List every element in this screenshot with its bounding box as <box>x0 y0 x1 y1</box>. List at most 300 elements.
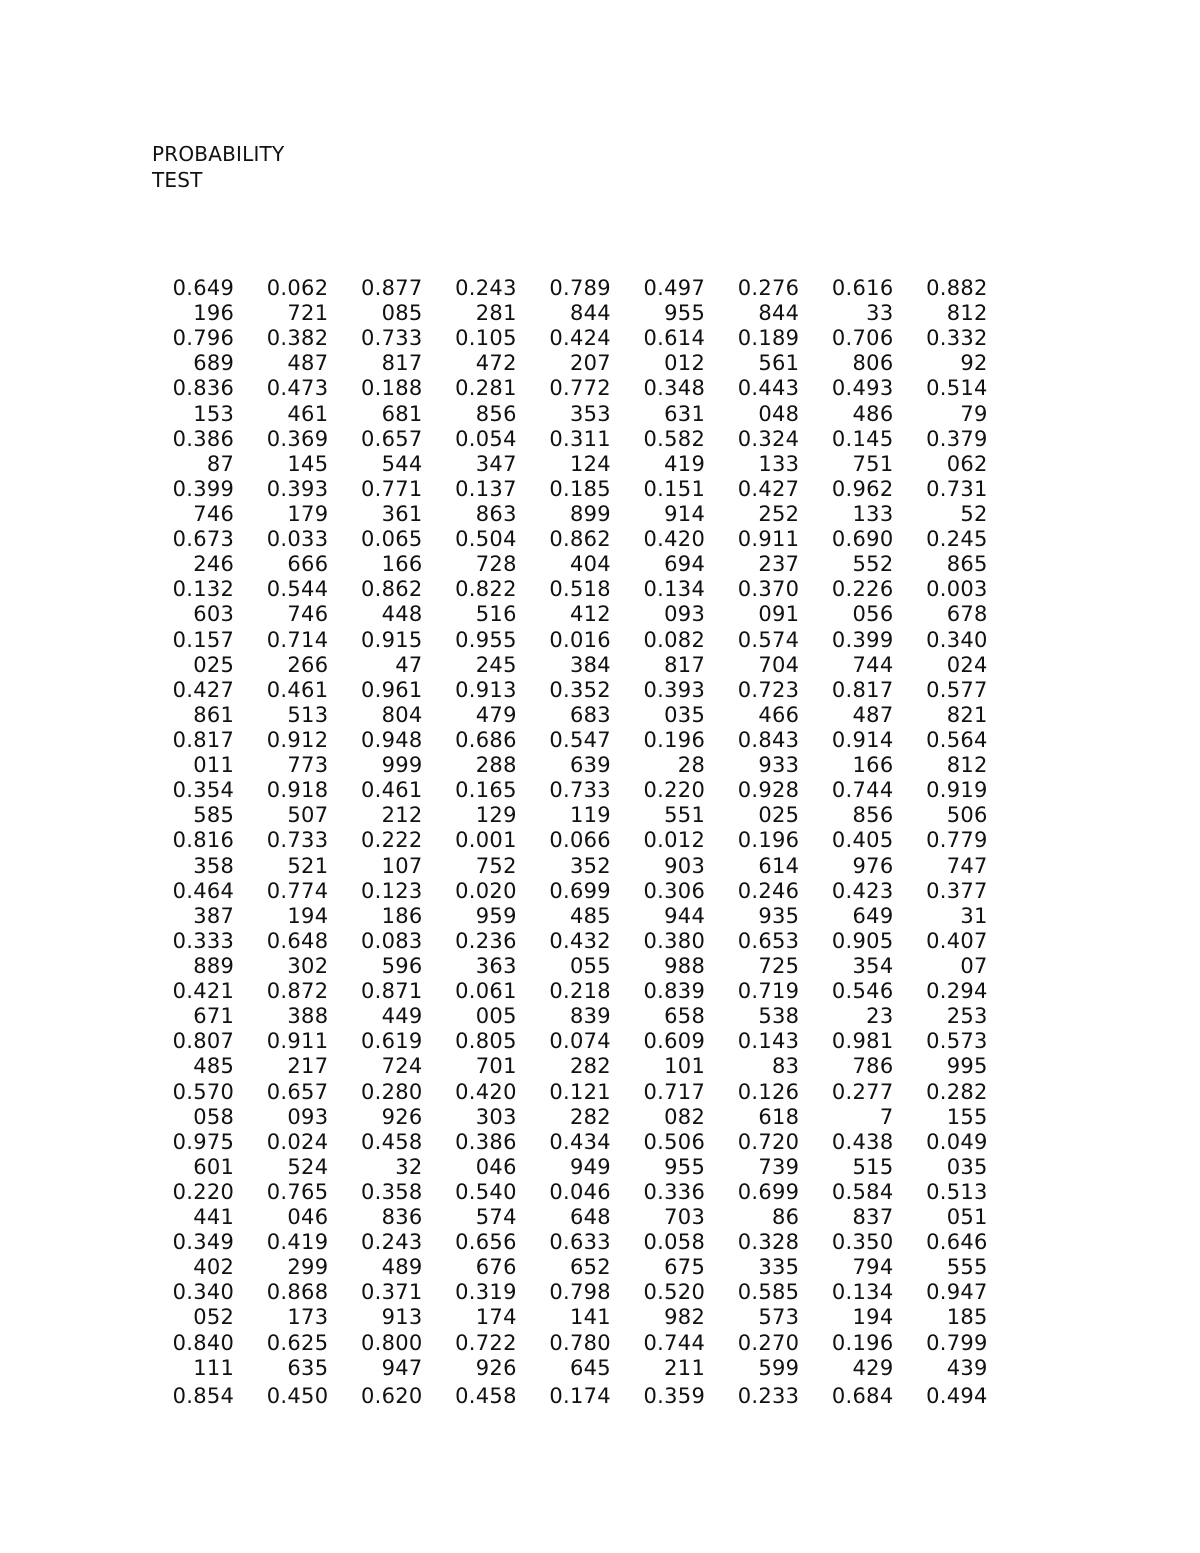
table-row <box>140 678 988 703</box>
table-cell: 252 <box>758 501 800 526</box>
table-cell: 999 <box>381 753 423 778</box>
table-cell: 0.137 <box>455 476 517 501</box>
table-cell: 0.719 <box>737 979 800 1004</box>
table-cell: 861 <box>193 702 235 727</box>
table-cell: 0.443 <box>737 376 800 401</box>
table-cell: 856 <box>852 803 894 828</box>
table-cell: 703 <box>664 1205 706 1230</box>
table-cell: 721 <box>287 301 329 326</box>
table-cell: 091 <box>758 602 800 627</box>
table-cell: 0.771 <box>360 476 423 501</box>
table-cell: 479 <box>475 702 517 727</box>
table-cell: 739 <box>758 1154 800 1179</box>
table-cell: 185 <box>946 1305 988 1330</box>
table-cell: 0.407 <box>926 928 988 953</box>
number-table <box>140 276 988 1409</box>
table-cell: 0.649 <box>172 276 235 300</box>
table-cell: 949 <box>569 1154 611 1179</box>
table-cell: 0.731 <box>926 476 988 501</box>
table-cell: 0.458 <box>360 1129 423 1154</box>
table-cell: 107 <box>381 853 423 878</box>
table-cell: 889 <box>193 953 235 978</box>
table-cell: 0.405 <box>831 828 894 853</box>
table-cell: 194 <box>287 903 329 928</box>
table-cell: 599 <box>758 1355 800 1380</box>
table-row <box>140 577 988 602</box>
table-cell: 0.328 <box>737 1230 800 1255</box>
table-cell: 402 <box>193 1255 235 1280</box>
table-row <box>140 326 988 351</box>
table-cell: 0.033 <box>266 527 329 552</box>
table-cell: 0.399 <box>172 476 235 501</box>
table-cell: 111 <box>193 1355 235 1380</box>
table-cell: 0.123 <box>360 878 423 903</box>
table-cell: 0.185 <box>549 476 611 501</box>
table-cell: 0.807 <box>172 1029 235 1054</box>
table-cell: 812 <box>946 301 988 326</box>
table-cell: 751 <box>852 451 894 476</box>
table-cell: 746 <box>287 602 329 627</box>
table-cell: 024 <box>946 652 988 677</box>
table-cell: 025 <box>758 803 800 828</box>
table-cell: 0.236 <box>455 928 517 953</box>
table-cell: 0.270 <box>737 1330 800 1355</box>
table-cell: 573 <box>758 1305 800 1330</box>
table-cell: 0.020 <box>455 878 517 903</box>
table-cell: 166 <box>381 552 423 577</box>
table-cell: 0.058 <box>643 1230 706 1255</box>
table-cell: 358 <box>193 853 235 878</box>
table-cell: 0.504 <box>455 527 517 552</box>
table-cell: 83 <box>771 1054 800 1079</box>
table-row <box>140 1230 988 1255</box>
page-title <box>152 141 284 193</box>
table-cell: 237 <box>758 552 800 577</box>
table-cell: 0.573 <box>926 1029 988 1054</box>
table-cell: 0.547 <box>549 727 611 752</box>
table-cell: 288 <box>475 753 517 778</box>
table-cell: 0.134 <box>831 1280 894 1305</box>
table-cell: 0.648 <box>266 928 329 953</box>
table-cell: 507 <box>287 803 329 828</box>
table-cell: 47 <box>395 652 423 677</box>
table-cell: 0.461 <box>266 677 329 702</box>
table-cell: 0.905 <box>831 928 894 953</box>
table-row <box>140 979 988 1004</box>
table-cell: 353 <box>569 401 611 426</box>
table-cell: 212 <box>381 803 423 828</box>
table-cell: 635 <box>287 1355 329 1380</box>
table-cell: 119 <box>569 803 611 828</box>
table-cell: 837 <box>852 1205 894 1230</box>
table-cell: 0.082 <box>643 627 706 652</box>
table-cell: 035 <box>664 702 706 727</box>
table-cell: 439 <box>946 1355 988 1380</box>
table-cell: 0.189 <box>737 326 800 351</box>
table-row <box>140 351 988 376</box>
table-cell: 863 <box>475 501 517 526</box>
table-cell: 384 <box>569 652 611 677</box>
table-cell: 0.625 <box>266 1330 329 1355</box>
table-cell: 0.243 <box>360 1230 423 1255</box>
table-cell: 0.633 <box>549 1230 611 1255</box>
table-cell: 0.083 <box>360 928 423 953</box>
table-cell: 347 <box>475 451 517 476</box>
table-cell: 0.843 <box>737 727 800 752</box>
table-cell: 0.333 <box>172 928 235 953</box>
table-cell: 675 <box>664 1255 706 1280</box>
table-cell: 913 <box>381 1305 423 1330</box>
table-cell: 0.393 <box>643 677 706 702</box>
table-cell: 538 <box>758 1004 800 1029</box>
table-cell: 0.570 <box>172 1079 235 1104</box>
table-cell: 0.046 <box>549 1179 611 1204</box>
table-cell: 0.340 <box>926 627 988 652</box>
table-cell: 0.822 <box>455 577 517 602</box>
table-cell: 0.245 <box>926 527 988 552</box>
table-cell: 0.544 <box>266 577 329 602</box>
table-cell: 87 <box>206 451 235 476</box>
table-cell: 0.497 <box>643 276 706 300</box>
table-cell: 0.016 <box>549 627 611 652</box>
table-cell: 0.458 <box>455 1383 517 1408</box>
table-cell: 486 <box>852 401 894 426</box>
table-cell: 86 <box>771 1205 800 1230</box>
table-row <box>140 527 988 552</box>
table-cell: 0.722 <box>455 1330 517 1355</box>
table-row <box>140 728 988 753</box>
table-cell: 0.473 <box>266 376 329 401</box>
table-cell: 0.332 <box>926 326 988 351</box>
table-cell: 0.493 <box>831 376 894 401</box>
table-cell: 0.585 <box>737 1280 800 1305</box>
table-cell: 574 <box>475 1205 517 1230</box>
table-cell: 0.464 <box>172 878 235 903</box>
table-cell: 0.616 <box>831 276 894 300</box>
table-cell: 0.653 <box>737 928 800 953</box>
table-cell: 603 <box>193 602 235 627</box>
table-row <box>140 1029 988 1054</box>
table-cell: 899 <box>569 501 611 526</box>
table-cell: 0.461 <box>360 778 423 803</box>
table-cell: 744 <box>852 652 894 677</box>
table-cell: 747 <box>946 853 988 878</box>
table-cell: 0.061 <box>455 979 517 1004</box>
table-cell: 186 <box>381 903 423 928</box>
table-cell: 0.306 <box>643 878 706 903</box>
table-cell: 0.294 <box>926 979 988 1004</box>
table-cell: 005 <box>475 1004 517 1029</box>
table-cell: 245 <box>475 652 517 677</box>
table-cell: 0.003 <box>926 577 988 602</box>
table-cell: 0.706 <box>831 326 894 351</box>
table-cell: 217 <box>287 1054 329 1079</box>
table-cell: 093 <box>664 602 706 627</box>
table-cell: 555 <box>946 1255 988 1280</box>
table-cell: 0.246 <box>737 878 800 903</box>
table-cell: 461 <box>287 401 329 426</box>
table-cell: 0.450 <box>266 1383 329 1408</box>
table-cell: 652 <box>569 1255 611 1280</box>
table-cell: 0.564 <box>926 727 988 752</box>
table-row <box>140 1080 988 1105</box>
table-cell: 0.311 <box>549 426 611 451</box>
table-cell: 0.419 <box>266 1230 329 1255</box>
table-row <box>140 1384 988 1409</box>
table-cell: 0.065 <box>360 527 423 552</box>
table-cell: 173 <box>287 1305 329 1330</box>
table-cell: 645 <box>569 1355 611 1380</box>
table-cell: 0.584 <box>831 1179 894 1204</box>
table-cell: 0.354 <box>172 778 235 803</box>
table-cell: 352 <box>569 853 611 878</box>
table-cell: 683 <box>569 702 611 727</box>
table-row <box>140 502 988 527</box>
table-cell: 746 <box>193 501 235 526</box>
table-cell: 056 <box>852 602 894 627</box>
table-cell: 055 <box>569 953 611 978</box>
table-cell: 0.975 <box>172 1129 235 1154</box>
table-cell: 0.574 <box>737 627 800 652</box>
table-cell: 155 <box>946 1104 988 1129</box>
table-cell: 32 <box>395 1154 423 1179</box>
table-cell: 0.836 <box>172 376 235 401</box>
table-cell: 631 <box>664 401 706 426</box>
table-row <box>140 477 988 502</box>
table-cell: 449 <box>381 1004 423 1029</box>
table-cell: 0.126 <box>737 1079 800 1104</box>
table-cell: 773 <box>287 753 329 778</box>
table-row <box>140 602 988 627</box>
table-cell: 821 <box>946 702 988 727</box>
table-cell: 0.911 <box>737 527 800 552</box>
table-row <box>140 301 988 326</box>
table-cell: 982 <box>664 1305 706 1330</box>
table-cell: 0.780 <box>549 1330 611 1355</box>
table-cell: 0.690 <box>831 527 894 552</box>
table-cell: 0.379 <box>926 426 988 451</box>
table-cell: 955 <box>664 301 706 326</box>
table-cell: 0.386 <box>455 1129 517 1154</box>
table-cell: 0.872 <box>266 979 329 1004</box>
table-row <box>140 1305 988 1330</box>
table-cell: 0.620 <box>360 1383 423 1408</box>
table-cell: 844 <box>569 301 611 326</box>
table-cell: 485 <box>569 903 611 928</box>
table-cell: 839 <box>569 1004 611 1029</box>
table-cell: 0.151 <box>643 476 706 501</box>
table-cell: 955 <box>664 1154 706 1179</box>
table-row <box>140 552 988 577</box>
table-cell: 0.714 <box>266 627 329 652</box>
table-cell: 133 <box>852 501 894 526</box>
table-row <box>140 703 988 728</box>
table-cell: 363 <box>475 953 517 978</box>
table-cell: 0.424 <box>549 326 611 351</box>
table-cell: 0.911 <box>266 1029 329 1054</box>
table-row <box>140 753 988 778</box>
table-cell: 926 <box>475 1355 517 1380</box>
table-row <box>140 879 988 904</box>
table-cell: 207 <box>569 351 611 376</box>
table-cell: 0.839 <box>643 979 706 1004</box>
table-cell: 0.423 <box>831 878 894 903</box>
table-cell: 0.513 <box>926 1179 988 1204</box>
table-cell: 0.012 <box>643 828 706 853</box>
table-cell: 524 <box>287 1154 329 1179</box>
table-cell: 0.717 <box>643 1079 706 1104</box>
table-cell: 046 <box>287 1205 329 1230</box>
table-cell: 0.646 <box>926 1230 988 1255</box>
table-cell: 0.432 <box>549 928 611 953</box>
table-cell: 0.054 <box>455 426 517 451</box>
table-cell: 0.656 <box>455 1230 517 1255</box>
table-row <box>140 1180 988 1205</box>
table-cell: 7 <box>879 1104 894 1129</box>
table-cell: 0.276 <box>737 276 800 300</box>
table-cell: 0.134 <box>643 577 706 602</box>
table-cell: 33 <box>866 301 894 326</box>
table-cell: 836 <box>381 1205 423 1230</box>
table-cell: 0.720 <box>737 1129 800 1154</box>
table-cell: 0.657 <box>360 426 423 451</box>
table-cell: 387 <box>193 903 235 928</box>
table-row <box>140 452 988 477</box>
table-cell: 0.066 <box>549 828 611 853</box>
table-cell: 429 <box>852 1355 894 1380</box>
table-cell: 361 <box>381 501 423 526</box>
title-line-1: PROBABILITY <box>152 142 285 166</box>
table-cell: 551 <box>664 803 706 828</box>
table-row <box>140 929 988 954</box>
table-cell: 085 <box>381 301 423 326</box>
table-cell: 062 <box>946 451 988 476</box>
table-cell: 0.546 <box>831 979 894 1004</box>
table-cell: 0.226 <box>831 577 894 602</box>
table-cell: 601 <box>193 1154 235 1179</box>
table-cell: 0.817 <box>831 677 894 702</box>
table-row <box>140 1004 988 1029</box>
table-cell: 0.420 <box>643 527 706 552</box>
table-cell: 179 <box>287 501 329 526</box>
table-cell: 681 <box>381 401 423 426</box>
table-cell: 988 <box>664 953 706 978</box>
table-cell: 0.744 <box>643 1330 706 1355</box>
table-cell: 0.817 <box>172 727 235 752</box>
table-cell: 0.774 <box>266 878 329 903</box>
table-cell: 903 <box>664 853 706 878</box>
table-cell: 166 <box>852 753 894 778</box>
table-cell: 786 <box>852 1054 894 1079</box>
table-cell: 0.796 <box>172 326 235 351</box>
table-cell: 806 <box>852 351 894 376</box>
table-cell: 0.121 <box>549 1079 611 1104</box>
table-row <box>140 628 988 653</box>
table-cell: 0.673 <box>172 527 235 552</box>
table-cell: 944 <box>664 903 706 928</box>
table-cell: 0.359 <box>643 1383 706 1408</box>
table-cell: 521 <box>287 853 329 878</box>
table-cell: 671 <box>193 1004 235 1029</box>
table-cell: 689 <box>193 351 235 376</box>
table-cell: 485 <box>193 1054 235 1079</box>
table-cell: 561 <box>758 351 800 376</box>
table-cell: 0.723 <box>737 677 800 702</box>
table-cell: 0.282 <box>926 1079 988 1104</box>
table-cell: 266 <box>287 652 329 677</box>
title-line-2: TEST <box>152 168 203 192</box>
table-cell: 0.174 <box>549 1383 611 1408</box>
table-cell: 141 <box>569 1305 611 1330</box>
table-cell: 516 <box>475 602 517 627</box>
table-cell: 211 <box>664 1355 706 1380</box>
table-row <box>140 1280 988 1305</box>
table-cell: 0.358 <box>360 1179 423 1204</box>
table-cell: 0.380 <box>643 928 706 953</box>
table-cell: 0.961 <box>360 677 423 702</box>
table-cell: 0.001 <box>455 828 517 853</box>
table-row <box>140 1155 988 1180</box>
table-cell: 0.789 <box>549 276 611 300</box>
table-cell: 0.919 <box>926 778 988 803</box>
table-cell: 648 <box>569 1205 611 1230</box>
table-cell: 585 <box>193 803 235 828</box>
table-cell: 0.438 <box>831 1129 894 1154</box>
table-cell: 0.684 <box>831 1383 894 1408</box>
table-cell: 0.686 <box>455 727 517 752</box>
table-cell: 07 <box>960 953 988 978</box>
table-cell: 804 <box>381 702 423 727</box>
table-cell: 0.520 <box>643 1280 706 1305</box>
table-cell: 487 <box>852 702 894 727</box>
table-cell: 0.912 <box>266 727 329 752</box>
table-cell: 0.336 <box>643 1179 706 1204</box>
table-cell: 0.915 <box>360 627 423 652</box>
table-cell: 794 <box>852 1255 894 1280</box>
table-cell: 0.350 <box>831 1230 894 1255</box>
table-row <box>140 427 988 452</box>
table-row <box>140 904 988 929</box>
table-cell: 31 <box>960 903 988 928</box>
table-cell: 0.377 <box>926 878 988 903</box>
table-cell: 302 <box>287 953 329 978</box>
table-cell: 552 <box>852 552 894 577</box>
table-cell: 0.699 <box>737 1179 800 1204</box>
table-cell: 701 <box>475 1054 517 1079</box>
table-cell: 0.765 <box>266 1179 329 1204</box>
table-cell: 0.218 <box>549 979 611 1004</box>
table-cell: 618 <box>758 1104 800 1129</box>
table-cell: 506 <box>946 803 988 828</box>
table-cell: 0.800 <box>360 1330 423 1355</box>
table-cell: 0.862 <box>549 527 611 552</box>
table-cell: 724 <box>381 1054 423 1079</box>
table-cell: 0.540 <box>455 1179 517 1204</box>
table-cell: 093 <box>287 1104 329 1129</box>
table-cell: 0.399 <box>831 627 894 652</box>
table-row <box>140 653 988 678</box>
table-cell: 441 <box>193 1205 235 1230</box>
table-cell: 0.434 <box>549 1129 611 1154</box>
table-cell: 728 <box>475 552 517 577</box>
table-cell: 101 <box>664 1054 706 1079</box>
table-cell: 976 <box>852 853 894 878</box>
table-row <box>140 778 988 803</box>
table-cell: 0.733 <box>360 326 423 351</box>
table-cell: 0.779 <box>926 828 988 853</box>
table-cell: 639 <box>569 753 611 778</box>
table-cell: 174 <box>475 1305 517 1330</box>
